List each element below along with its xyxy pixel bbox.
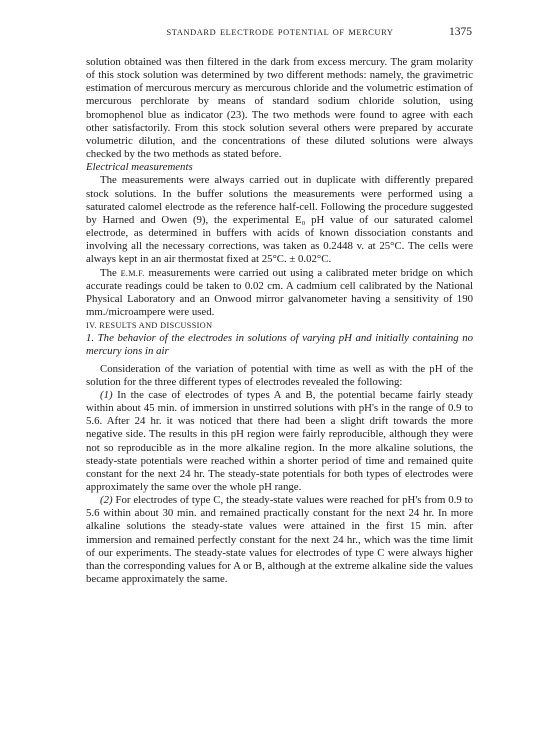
paragraph-stock-solution: solution obtained was then filtered in the dark from excess mercury. The gram molarity of this stock solution was determined by two different methods: namely, the gravimetric estimation of mercurous mercury as mercurous chloride and the volumetric estimation of mercurous perchlorate by means of standard sodium chloride solution, using bromophenol blue as indicator (23). The two methods were found to agree with each other satisfactorily. From this stock solution several others were prepared by accurate volumetric dilution, and the concentrations of these diluted solutions were always checked by the two methods as stated before. <box>86 56 473 161</box>
section-heading-results: IV. RESULTS AND DISCUSSION <box>86 321 213 331</box>
running-title: STANDARD ELECTRODE POTENTIAL OF MERCURY <box>166 28 394 37</box>
paragraph-emf <box>86 267 473 320</box>
paragraph-item-2 <box>86 494 473 586</box>
paragraph-item-1 <box>86 389 473 494</box>
item-1-text: In the case of electrodes of types A and B, the potential became fairly steady within about 45 min. of immersion in unstirred solutions with pH's in the range of 0.9 to 5.6. After 24 hr. it was noticed that there had been a slight drift towards the more negative side. The results in this pH region were fairly reproducible, although they were not so reproducible as in the more alkaline region. In the more alkaline solutions, the steady-state potentials were reached within a shorter period of time and remained quite constant for the next 24 hr. The steady-state potentials for both types of electrodes were approximately the same over the whole pH range. <box>86 388 473 493</box>
running-head <box>0 28 560 42</box>
item-1-number: (1) <box>100 388 113 401</box>
paragraph-measurements: The measurements were always carried out in duplicate with differently prepared stock solutions. In the buffer solutions the measurements were performed using a saturated calomel electrode as the reference half-cell. Following the procedure suggested by Harned and Owen (9), the experimental E₀ pH value of our saturated calomel electrode, as determined in buffers with acids of known dissociation constants and involving all the necessary corrections, was taken as 0.2448 v. at 25°C. The cells were always kept in an air thermostat fixed at 25°C. ± 0.02°C. <box>86 174 473 266</box>
emf-abbrev: E.M.F. <box>120 268 145 278</box>
paragraph-consideration: Consideration of the variation of potential with time as well as with the pH of the solution for the three different types of electrodes revealed the following: <box>86 362 473 388</box>
emf-lead: The <box>100 266 121 279</box>
emf-rest: measurements were carried out using a calibrated meter bridge on which accurate readings could be taken to 0.02 cm. A cadmium cell calibrated by the National Physical Laboratory and an Onwood mirror galvanometer having a sensitivity of 190 mm./microampere were used. <box>86 266 473 318</box>
item-2-number: (2) <box>100 494 113 507</box>
item-2-text: For electrodes of type C, the steady-state values were reached for pH's from 0.9 to 5.6 within about 30 min. and remained practically constant for the next 24 hr. In more alkaline solutions the steady-state values were attained in the first 15 min. after immersion and remained perfectly constant for the next 24 hr., which was the time limit of our experiments. The steady-state values for electrodes of type C were always higher than the corresponding values for A or B, although at the extreme alkaline side the values became approximately the same. <box>86 494 473 586</box>
heading-electrical-measurements: Electrical measurements <box>86 161 193 174</box>
body-text <box>86 56 473 586</box>
subsection-heading-behavior: 1. The behavior of the electrodes in solutions of varying pH and initially containing no mercury ions in air <box>86 332 473 358</box>
page-number: 1375 <box>449 26 472 38</box>
